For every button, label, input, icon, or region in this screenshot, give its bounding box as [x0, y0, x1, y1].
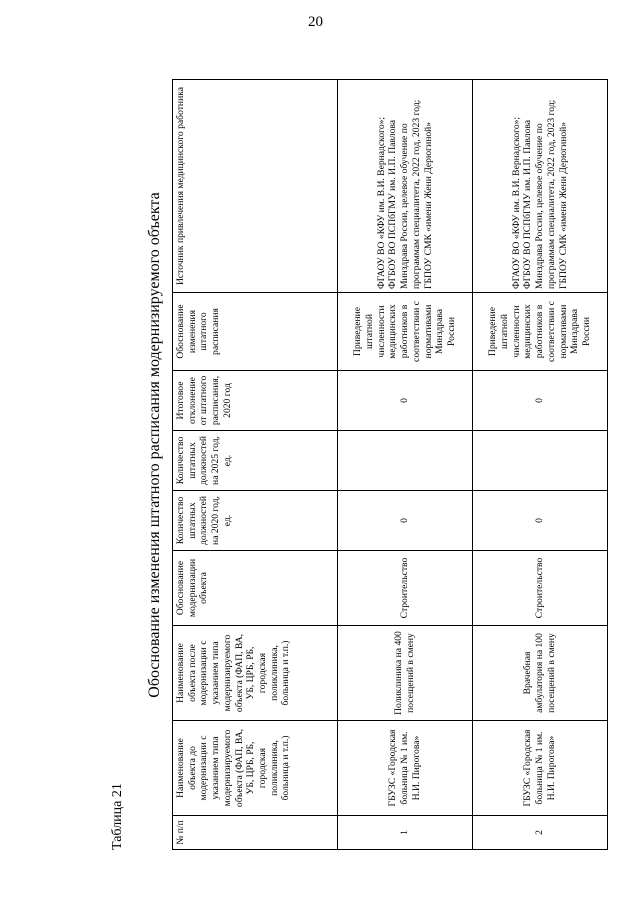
cell-count-2025 [338, 431, 473, 491]
header-num: № п/п [173, 816, 338, 850]
cell-before: ГБУЗС «Городская больница № 1 им. Н.И. Пирогова» [473, 721, 608, 816]
rotated-content [110, 40, 630, 850]
cell-num: 2 [473, 816, 608, 850]
page-number: 20 [308, 14, 323, 30]
table-caption: Таблица 21 [110, 783, 125, 850]
cell-num: 1 [338, 816, 473, 850]
cell-reason: Строительство [473, 551, 608, 626]
header-count-2025: Количество штатных должностей на 2025 год, ед. [173, 431, 338, 491]
cell-deviation: 0 [473, 371, 608, 431]
table-row [338, 80, 473, 850]
header-after: Наименование объекта после модернизации с указанием типа модернизируемого объекта (ФАП, ВА, УБ, ЦРБ, РБ, городская поликлиника, больница и т.п.) [173, 626, 338, 721]
cell-count-2020: 0 [473, 491, 608, 551]
header-reason: Обоснование модернизации объекта [173, 551, 338, 626]
table-header-row [173, 80, 338, 850]
table-row [473, 80, 608, 850]
header-source: Источник привлечения медицинского работника [173, 80, 338, 293]
table-title: Обоснование изменения штатного расписания модернизируемого объекта [146, 192, 163, 698]
header-deviation: Итоговое отклонение от штатного расписания, 2020 год [173, 371, 338, 431]
header-before: Наименование объекта до модернизации с указанием типа модернизируемого объекта (ФАП, ВА, УБ, ЦРБ, РБ, городская поликлиника, больница и т.п.) [173, 721, 338, 816]
cell-reason: Строительство [338, 551, 473, 626]
staffing-table [172, 79, 608, 850]
cell-staff-reason: Приведение штатной численности медицинских работников в соответствии с нормативами Минздрава России [338, 293, 473, 371]
cell-after: Поликлиника на 400 посещений в смену [338, 626, 473, 721]
cell-after: Врачебная амбулатория на 100 посещений в смену [473, 626, 608, 721]
cell-source: ФГАОУ ВО «КФУ им. В.И. Вернадского»; ФГБОУ ВО ПСПбГМУ им. И.П. Павлова Минздрава России, целевое обучение по программам специалитета, 2022 год, 2023 год; ГБПОУ СМК «имени Жени Дерюгиной» [338, 80, 473, 293]
cell-deviation: 0 [338, 371, 473, 431]
header-staff-reason: Обоснование изменения штатного расписания [173, 293, 338, 371]
cell-source: ФГАОУ ВО «КФУ им. В.И. Вернадского»; ФГБОУ ВО ПСПбГМУ им. И.П. Павлова Минздрава России, целевое обучение по программам специалитета, 2022 год, 2023 год; ГБПОУ СМК «имени Жени Дерюгиной» [473, 80, 608, 293]
header-count-2020: Количество штатных должностей на 2020 год, ед. [173, 491, 338, 551]
cell-before: ГБУЗС «Городская больница № 1 им. Н.И. Пирогова» [338, 721, 473, 816]
cell-staff-reason: Приведение штатной численности медицинских работников в соответствии с нормативами Минздрава России [473, 293, 608, 371]
cell-count-2020: 0 [338, 491, 473, 551]
cell-count-2025 [473, 431, 608, 491]
